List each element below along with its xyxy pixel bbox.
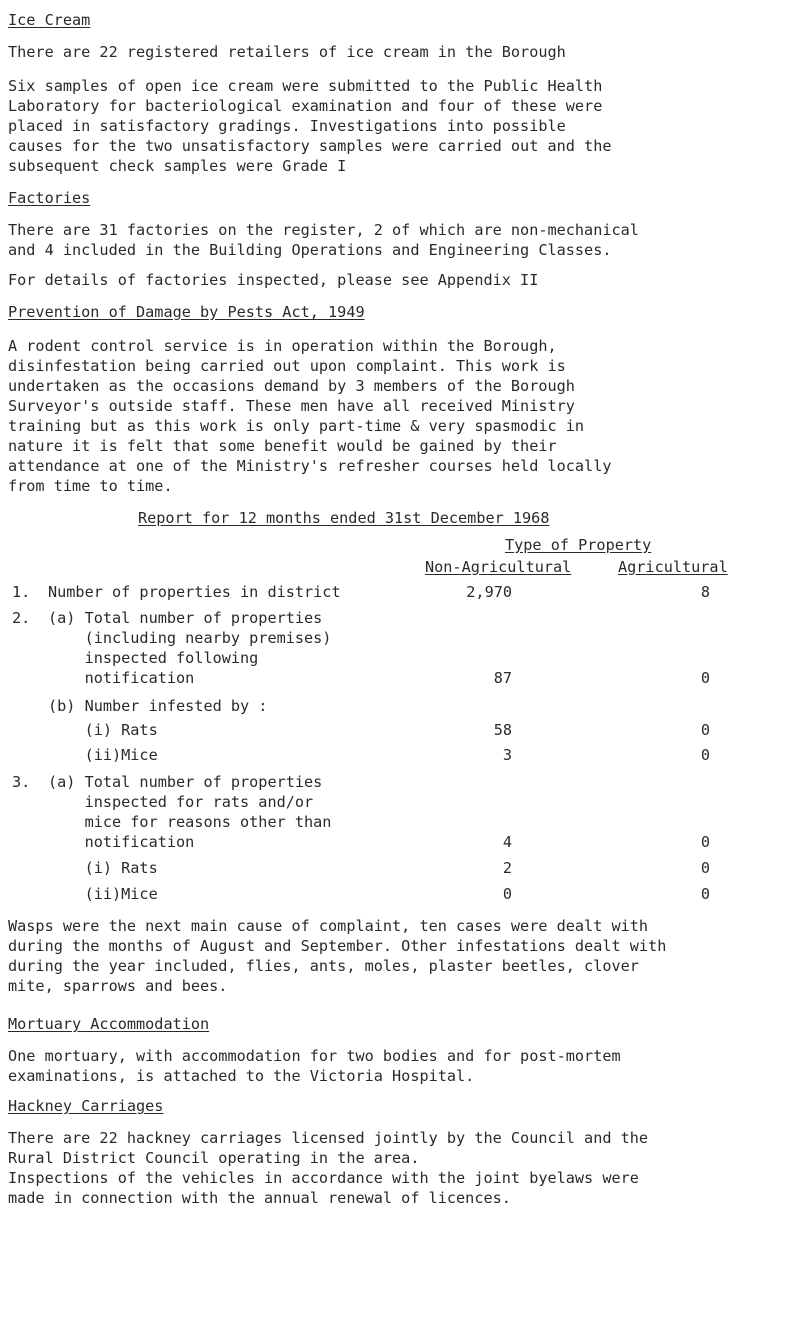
row-agricultural-value: 0	[700, 746, 710, 764]
factories-details-text: For details of factories inspected, please see Appendix II	[8, 271, 539, 289]
row-agricultural-value: 8	[700, 583, 710, 601]
row-non-agricultural-value: 3	[502, 746, 512, 764]
row-label: (a) Total number of properties inspected for rats and/or mice for reasons other than notification	[48, 773, 332, 851]
row-label: (i) Rats	[48, 721, 158, 739]
row-non-agricultural-value: 87	[493, 669, 512, 687]
mortuary-heading: Mortuary Accommodation	[8, 1015, 210, 1033]
ice-cream-heading: Ice Cream	[8, 11, 91, 29]
factories-paragraph: There are 31 factories on the register, 2 of which are non-mechanical and 4 included in the Building Operations and Engineering Classes.	[8, 221, 639, 259]
pests-act-heading: Prevention of Damage by Pests Act, 1949	[8, 303, 365, 321]
row-non-agricultural-value: 0	[502, 885, 512, 903]
row-index: 2.	[12, 609, 31, 627]
type-of-property-heading: Type of Property	[505, 536, 652, 554]
row-label: (ii)Mice	[48, 746, 158, 764]
hackney-carriages-heading: Hackney Carriages	[8, 1097, 164, 1115]
row-agricultural-value: 0	[700, 859, 710, 877]
row-non-agricultural-value: 4	[502, 833, 512, 851]
column-header-agricultural: Agricultural	[618, 558, 728, 576]
mortuary-paragraph: One mortuary, with accommodation for two bodies and for post-mortem examinations, is attached to the Victoria Hospital.	[8, 1047, 621, 1085]
row-non-agricultural-value: 2,970	[466, 583, 512, 601]
pests-paragraph: A rodent control service is in operation within the Borough, disinfestation being carried out upon complaint. This work is undertaken as the occasions demand by 3 members of the Borough Surveyor's outside staff. These men have all received Ministry training but as this work is only part-time & very spasmodic in nature it is felt that some benefit would be gained by their attendance at one of the Ministry's refresher courses held locally from time to time.	[8, 337, 612, 495]
wasps-paragraph: Wasps were the next main cause of complaint, ten cases were dealt with during the months of August and September. Other infestations dealt with during the year included, flies, ants, moles, plaster beetles, clover mite, sparrows and bees.	[8, 917, 667, 995]
row-label: (a) Total number of properties (including nearby premises) inspected following notification	[48, 609, 332, 687]
row-label: (i) Rats	[48, 859, 158, 877]
row-agricultural-value: 0	[700, 833, 710, 851]
ice-cream-samples-paragraph: Six samples of open ice cream were submitted to the Public Health Laboratory for bacteriological examination and four of these were placed in satisfactory gradings. Investigations into possible causes for the two unsatisfactory samples were carried out and the subsequent check samples were Grade I	[8, 77, 612, 175]
row-agricultural-value: 0	[700, 885, 710, 903]
row-label: (b) Number infested by :	[48, 697, 268, 715]
row-agricultural-value: 0	[700, 721, 710, 739]
row-label: Number of properties in district	[48, 583, 341, 601]
report-heading: Report for 12 months ended 31st December 1968	[138, 509, 550, 527]
row-agricultural-value: 0	[700, 669, 710, 687]
row-index: 3.	[12, 773, 31, 791]
row-label: (ii)Mice	[48, 885, 158, 903]
row-non-agricultural-value: 2	[502, 859, 512, 877]
ice-cream-retailers-text: There are 22 registered retailers of ice cream in the Borough	[8, 43, 566, 61]
hackney-carriages-paragraph: There are 22 hackney carriages licensed jointly by the Council and the Rural District Council operating in the area. Inspections of the vehicles in accordance with the joint byelaws were made in connection with the annual renewal of licences.	[8, 1129, 649, 1207]
row-index: 1.	[12, 583, 31, 601]
row-non-agricultural-value: 58	[493, 721, 512, 739]
column-header-non-agricultural: Non-Agricultural	[425, 558, 572, 576]
factories-heading: Factories	[8, 189, 91, 207]
